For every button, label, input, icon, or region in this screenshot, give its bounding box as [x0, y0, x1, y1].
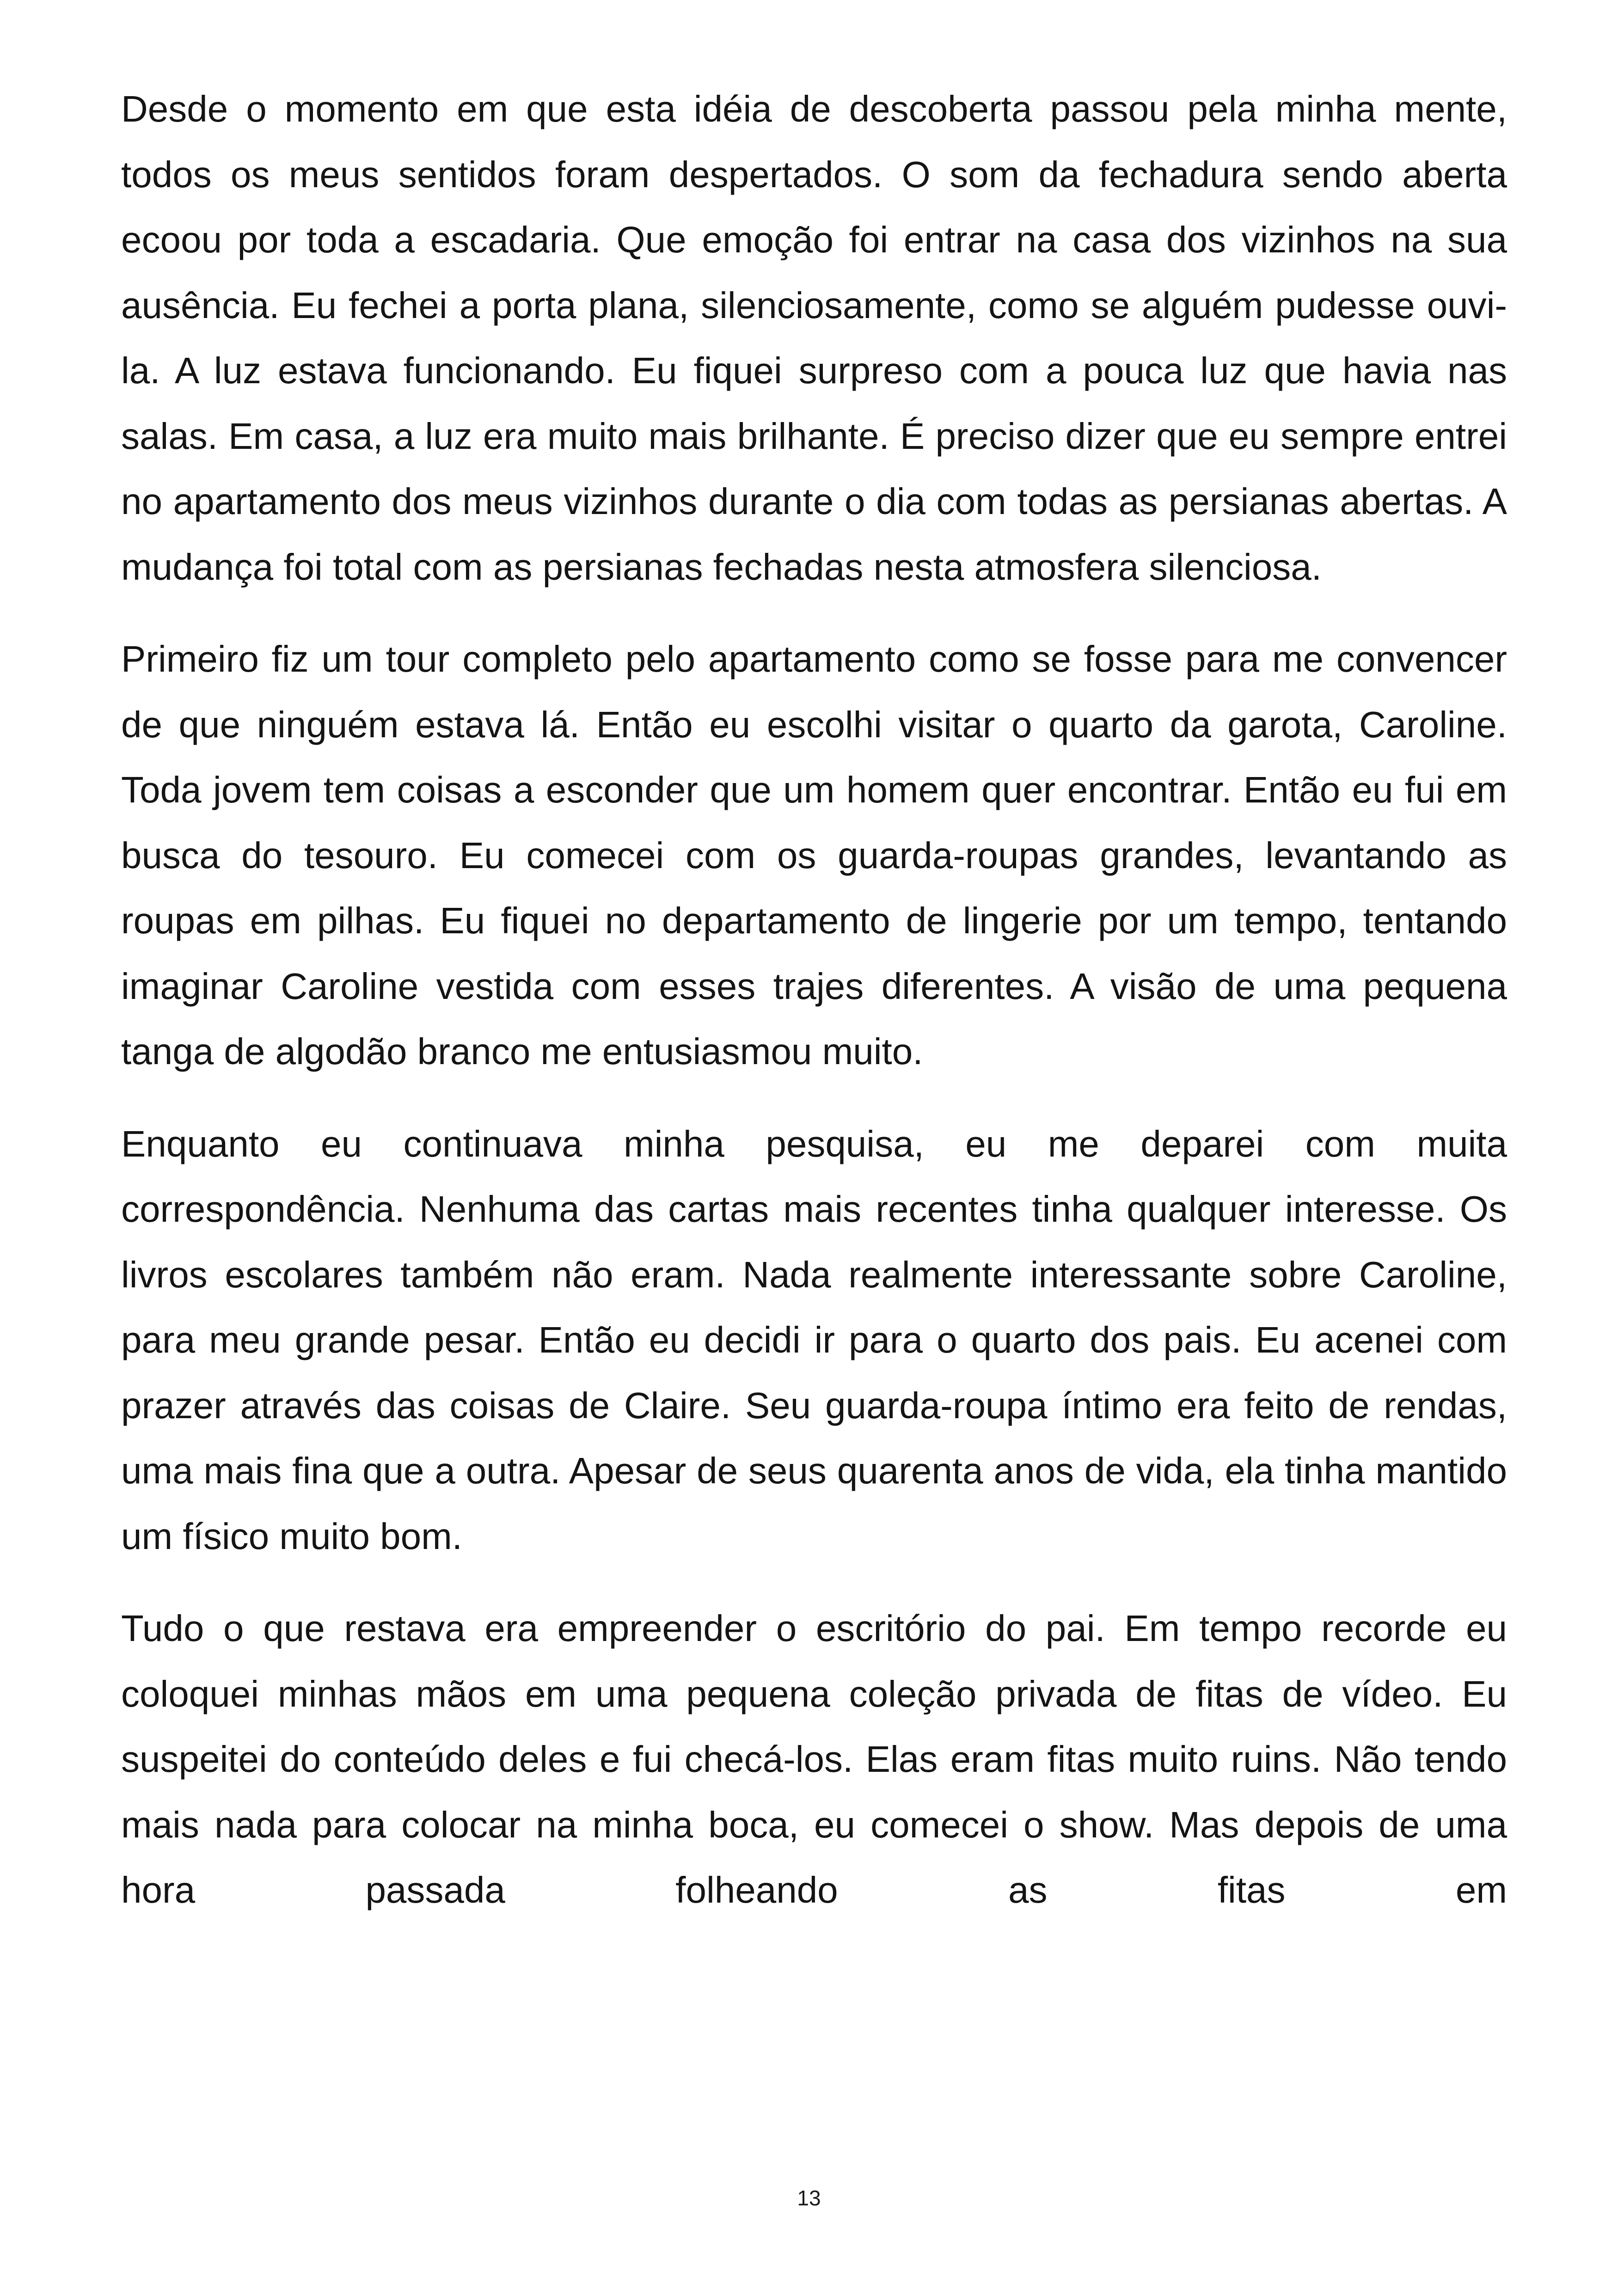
body-text	[121, 76, 1507, 1923]
paragraph-4: Tudo o que restava era empreender o escritório do pai. Em tempo recorde eu coloquei minhas mãos em uma pequena coleção privada de fitas de vídeo. Eu suspeitei do conteúdo deles e fui checá-los. Elas eram fitas muito ruins. Não tendo mais nada para colocar na minha boca, eu comecei o show. Mas depois de uma hora passada folheando as fitas em	[121, 1608, 1507, 1910]
page-number: 13	[797, 2186, 821, 2210]
paragraph-2: Primeiro fiz um tour completo pelo apartamento como se fosse para me convencer de que ninguém estava lá. Então eu escolhi visitar o quarto da garota, Caroline. Toda jovem tem coisas a esconder que um homem quer encontrar. Então eu fui em busca do tesouro. Eu comecei com os guarda-roupas grandes, levantando as roupas em pilhas. Eu fiquei no departamento de lingerie por um tempo, tentando imaginar Caroline vestida com esses trajes diferentes. A visão de uma pequena tanga de algodão branco me entusiasmou muito.	[121, 638, 1507, 1072]
paragraph-1: Desde o momento em que esta idéia de descoberta passou pela minha mente, todos os meus sentidos foram despertados. O som da fechadura sendo aberta ecoou por toda a escadaria. Que emoção foi entrar na casa dos vizinhos na sua ausência. Eu fechei a porta plana, silenciosamente, como se alguém pudesse ouvi-la. A luz estava funcionando. Eu fiquei surpreso com a pouca luz que havia nas salas. Em casa, a luz era muito mais brilhante. É preciso dizer que eu sempre entrei no apartamento dos meus vizinhos durante o dia com todas as persianas abertas. A mudança foi total com as persianas fechadas nesta atmosfera silenciosa.	[121, 88, 1507, 588]
paragraph-3: Enquanto eu continuava minha pesquisa, eu me deparei com muita correspondência. Nenhuma das cartas mais recentes tinha qualquer interesse. Os livros escolares também não eram. Nada realmente interessante sobre Caroline, para meu grande pesar. Então eu decidi ir para o quarto dos pais. Eu acenei com prazer através das coisas de Claire. Seu guarda-roupa íntimo era feito de rendas, uma mais fina que a outra. Apesar de seus quarenta anos de vida, ela tinha mantido um físico muito bom.	[121, 1123, 1507, 1557]
